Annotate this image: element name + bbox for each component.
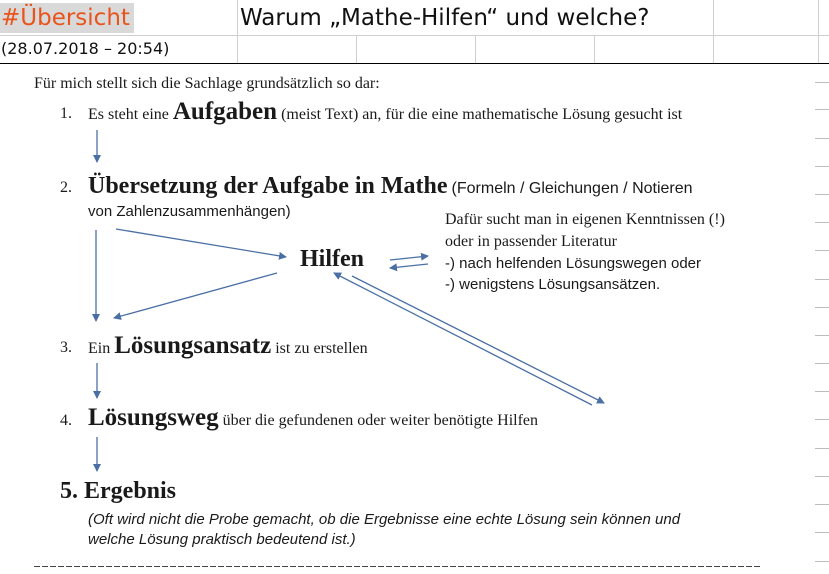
arrow-note-to-hilfen [390,264,428,268]
step1-pre: Es steht eine [88,106,169,123]
step2-line2: von Zahlenzusammenhängen) [88,203,291,220]
note-line-1: Dafür sucht man in eigenen Kenntnissen (!) [445,211,725,228]
note-line-2: oder in passender Literatur [445,233,617,250]
step2-number: 2. [60,179,72,196]
arrow-hilfen-to-note [390,256,428,260]
arrow-2-to-hilfen [116,229,286,257]
arrow-hilfen-to-4 [352,276,604,403]
step1-post: (meist Text) an, für die eine mathematische Lösung gesucht ist [281,106,683,123]
step1-number: 1. [60,105,72,122]
step3-post: ist zu erstellen [275,340,368,357]
arrow-hilfen-to-3 [114,273,277,318]
arrow-4-to-hilfen [334,273,592,405]
step1-key: Aufgaben [172,98,278,125]
note-line-4: -) wenigstens Lösungsansätzen. [445,276,661,293]
step3-pre: Ein [88,340,111,357]
page-title: Warum „Mathe-Hilfen“ und welche? [240,5,650,31]
step4-post: über die gefundenen oder weiter benötigte Hilfen [222,412,539,429]
timestamp: (28.07.2018 – 20:54) [1,39,170,58]
hilfen-label: Hilfen [300,246,364,272]
step2-key: Übersetzung der Aufgabe in Mathe [88,173,448,199]
step5-key: Ergebnis [84,478,177,504]
step4-number: 4. [60,412,72,429]
step4-key: Lösungsweg [88,404,219,431]
footnote-line-1: (Oft wird nicht die Probe gemacht, ob die Ergebnisse eine echte Lösung sein können und [88,511,681,528]
step3-key: Lösungsansatz [114,332,272,359]
note-line-3: -) nach helfenden Lösungswegen oder [445,255,702,272]
step2-post: (Formeln / Gleichungen / Notieren [451,180,693,197]
hashtag-cell[interactable]: #Übersicht [0,3,134,33]
intro-text: Für mich stellt sich die Sachlage grundsätzlich so dar: [34,75,380,92]
footnote-line-2: welche Lösung praktisch bedeutend ist.) [88,531,356,548]
step5-number: 5. [60,478,78,504]
step3-number: 3. [60,339,72,356]
